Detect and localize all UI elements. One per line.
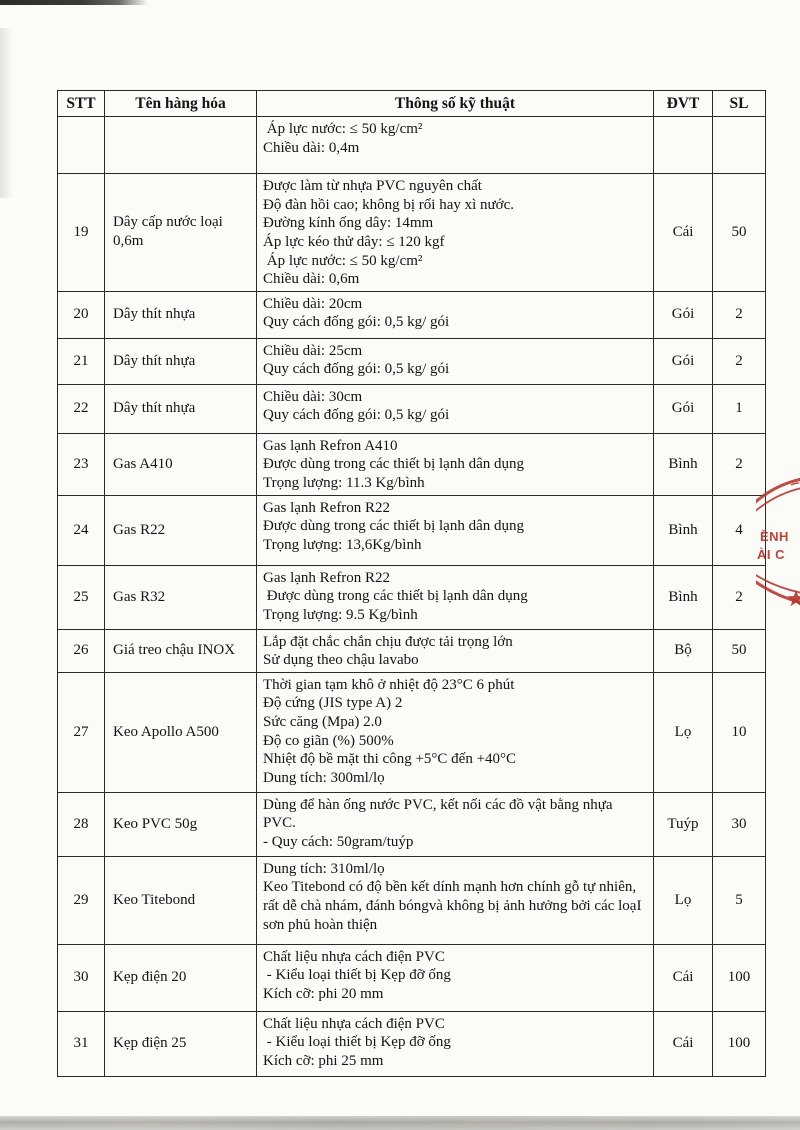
spec-line: Chiều dài: 30cm [263,388,363,405]
specs-cell [257,433,654,495]
quantity-cell: 2 [713,291,766,338]
specs-cell [257,1011,654,1076]
item-name-cell: Dây cấp nước loại 0,6m [105,174,257,292]
unit-cell [654,117,713,174]
spec-line: Độ cứng (JIS type A) 2 [263,695,403,712]
spec-line: Dung tích: 300ml/lọ [263,769,385,786]
spec-line: Quy cách đống gói: 0,5 kg/ gói [263,407,450,424]
row-number-cell [58,117,105,174]
row-number-cell: 25 [58,565,105,629]
spec-line: Trọng lượng: 11.3 Kg/bình [263,474,425,491]
specs-cell [257,384,654,433]
item-name-cell: Gas A410 [105,433,257,495]
row-number-cell: 28 [58,792,105,856]
item-name-cell: Keo Titebond [105,856,257,944]
unit-cell: Cái [654,1011,713,1076]
specs-cell [257,291,654,338]
row-number-cell: 19 [58,174,105,292]
spec-line: Thời gian tạm khô ở nhiệt độ 23°C 6 phút [263,676,515,693]
unit-cell: Bình [654,565,713,629]
specs-cell [257,856,654,944]
quantity-cell [713,117,766,174]
spec-line: Keo Titebond có độ bền kết dính mạnh hơn chính gỗ tự nhiên, rất dễ chà nhám, đánh bóngvà không bị ảnh hưởng bởi các loạI sơn phủ hoàn thiện [263,879,646,933]
item-name-cell: Kẹp điện 25 [105,1011,257,1076]
row-number-cell: 23 [58,433,105,495]
spec-line: Chiều dài: 0,4m [263,139,360,156]
spec-line: Được làm từ nhựa PVC nguyên chất [263,178,482,195]
table-row [58,792,766,856]
specs-cell [257,174,654,292]
quantity-cell: 4 [713,495,766,565]
row-number-cell: 27 [58,672,105,792]
spec-line: Nhiệt độ bề mặt thi công +5°C đến +40°C [263,751,517,768]
item-name-cell: Dây thít nhựa [105,384,257,433]
spec-line: Độ co giãn (%) 500% [263,732,394,749]
item-name-cell: Keo Apollo A500 [105,672,257,792]
unit-cell: Bình [654,433,713,495]
spec-line: Sử dụng theo chậu lavabo [263,652,419,669]
table-header-row [58,91,766,117]
spec-line: - Kiểu loại thiết bị Kẹp đỡ ống [263,967,451,984]
spec-line: Chất liệu nhựa cách điện PVC [263,948,445,965]
table-row [58,174,766,292]
specs-cell [257,338,654,384]
specs-cell [257,792,654,856]
seal-star-icon [787,590,800,606]
scan-artifact-left-smudge [0,28,16,198]
quantity-cell: 2 [713,433,766,495]
table-row [58,338,766,384]
spec-line: Kích cỡ: phi 20 mm [263,985,384,1002]
spec-line: Được dùng trong các thiết bị lạnh dân dụng [263,588,528,605]
spec-line: Chất liệu nhựa cách điện PVC [263,1015,445,1032]
specs-cell [257,495,654,565]
spec-line: Quy cách đống gói: 0,5 kg/ gói [263,314,450,331]
specs-cell [257,117,654,174]
spec-line: Quy cách đống gói: 0,5 kg/ gói [263,361,450,378]
quantity-cell: 2 [713,338,766,384]
col-header-qty: SL [713,91,766,117]
spec-line: Gas lạnh Refron R22 [263,569,391,586]
item-name-cell: Gas R22 [105,495,257,565]
row-number-cell: 31 [58,1011,105,1076]
table-row [58,1011,766,1076]
col-header-unit: ĐVT [654,91,713,117]
spec-line: Kích cỡ: phi 25 mm [263,1052,384,1069]
row-number-cell: 21 [58,338,105,384]
spec-line: Áp lực kéo thử dây: ≤ 120 kgf [263,233,445,250]
item-name-cell: Kẹp điện 20 [105,944,257,1011]
unit-cell: Gói [654,384,713,433]
item-name-cell: Dây thít nhựa [105,291,257,338]
row-number-cell: 20 [58,291,105,338]
scan-artifact-bottom-strip [0,1116,800,1130]
table-row [58,495,766,565]
spec-line: Chiều dài: 0,6m [263,271,360,288]
row-number-cell: 26 [58,629,105,672]
spec-line: - Quy cách: 50gram/tuýp [263,833,414,850]
table-body [58,117,766,1077]
specs-cell [257,629,654,672]
item-name-cell: Keo PVC 50g [105,792,257,856]
row-number-cell: 22 [58,384,105,433]
unit-cell: Tuýp [654,792,713,856]
quantity-cell: 30 [713,792,766,856]
unit-cell: Bình [654,495,713,565]
item-name-cell: Dây thít nhựa [105,338,257,384]
unit-cell: Cái [654,174,713,292]
quantity-cell: 1 [713,384,766,433]
spec-line: Dùng để hàn ống nước PVC, kết nối các đồ vật bằng nhựa PVC. [263,796,617,832]
row-number-cell: 30 [58,944,105,1011]
item-name-cell [105,117,257,174]
table-row [58,629,766,672]
spec-line: Áp lực nước: ≤ 50 kg/cm² [263,252,423,269]
spec-line: Trọng lượng: 9.5 Kg/bình [263,606,418,623]
spec-line: Lắp đặt chắc chắn chịu được tải trọng lớn [263,633,513,650]
item-name-cell: Gas R32 [105,565,257,629]
spec-line: Dung tích: 310ml/lọ [263,860,385,877]
spec-line: - Kiểu loại thiết bị Kẹp đỡ ống [263,1034,451,1051]
table-row [58,856,766,944]
specs-cell [257,944,654,1011]
unit-cell: Gói [654,338,713,384]
table-row [58,433,766,495]
spec-line: Được dùng trong các thiết bị lạnh dân dụng [263,518,524,535]
col-header-name: Tên hàng hóa [105,91,257,117]
row-number-cell: 29 [58,856,105,944]
spec-line: Độ đàn hồi cao; không bị rối hay xì nước. [263,196,515,213]
table-row [58,291,766,338]
unit-cell: Bộ [654,629,713,672]
spec-line: Đường kính ống dây: 14mm [263,215,434,232]
spec-line: Sức căng (Mpa) 2.0 [263,713,382,730]
seal-text-fragment-2: ÀI C [757,547,785,562]
table-row [58,944,766,1011]
unit-cell: Lọ [654,856,713,944]
table-row [58,384,766,433]
quantity-cell: 10 [713,672,766,792]
unit-cell: Cái [654,944,713,1011]
seal-text-fragment-1: ỀNH [760,529,789,544]
quantity-cell: 100 [713,944,766,1011]
quantity-cell: 2 [713,565,766,629]
col-header-stt: STT [58,91,105,117]
table-row [58,117,766,174]
goods-table [57,90,766,1077]
specs-cell [257,565,654,629]
quantity-cell: 50 [713,174,766,292]
spec-line: Chiều dài: 25cm [263,342,363,359]
unit-cell: Lọ [654,672,713,792]
spec-line: Áp lực nước: ≤ 50 kg/cm² [263,121,423,137]
table-row [58,672,766,792]
quantity-cell: 50 [713,629,766,672]
table-row [58,565,766,629]
unit-cell: Gói [654,291,713,338]
quantity-cell: 100 [713,1011,766,1076]
item-name-cell: Giá treo chậu INOX [105,629,257,672]
spec-line: Trọng lượng: 13,6Kg/bình [263,536,422,553]
spec-line: Gas lạnh Refron R22 [263,499,391,516]
spec-line: Gas lạnh Refron A410 [263,437,398,454]
row-number-cell: 24 [58,495,105,565]
scan-artifact-top-bar [0,0,148,5]
spec-line: Được dùng trong các thiết bị lạnh dân dụng [263,456,524,473]
spec-line: Chiều dài: 20cm [263,295,363,312]
col-header-specs: Thông số kỹ thuật [257,91,654,117]
quantity-cell: 5 [713,856,766,944]
specs-cell [257,672,654,792]
